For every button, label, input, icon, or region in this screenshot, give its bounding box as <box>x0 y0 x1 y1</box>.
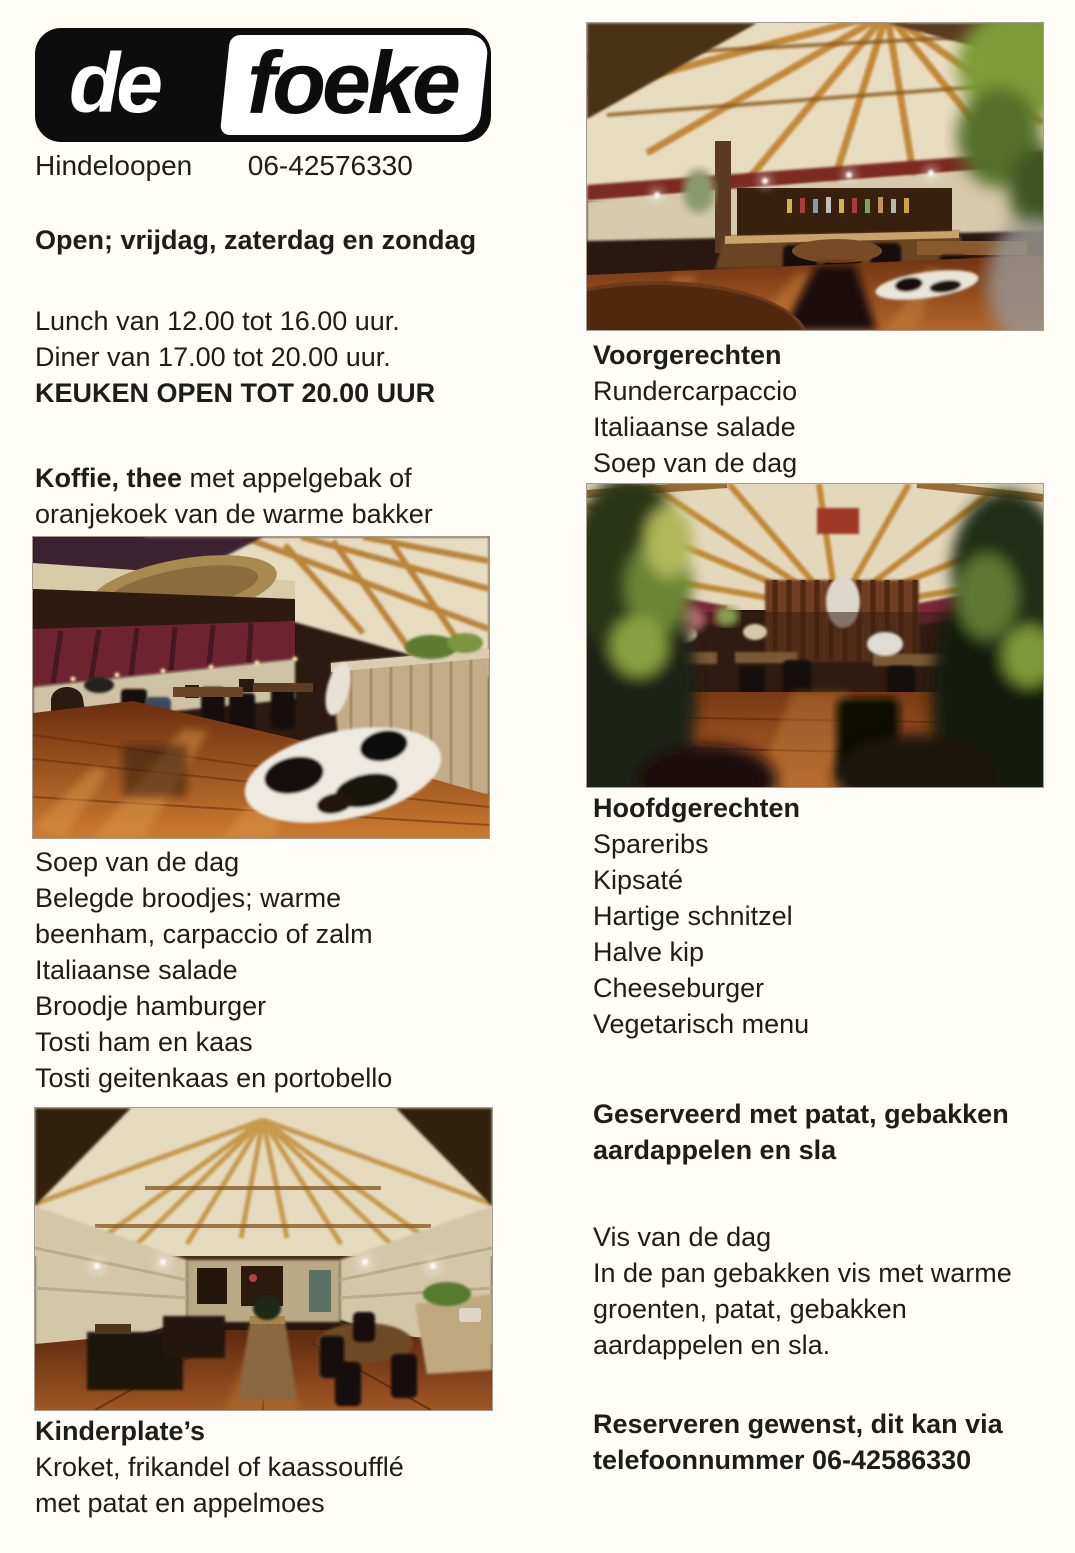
fish-line1: In de pan gebakken vis met warme <box>593 1258 1012 1288</box>
serving-note <box>593 1096 1009 1168</box>
photo-restaurant-overview <box>35 1108 492 1410</box>
lunch-item: Tosti geitenkaas en portobello <box>35 1063 393 1093</box>
voorgerechten-item: Italiaanse salade <box>593 412 796 442</box>
hoofdgerechten-item: Vegetarisch menu <box>593 1009 810 1039</box>
lunch-item: Tosti ham en kaas <box>35 1027 253 1057</box>
fish-heading: Vis van de dag <box>593 1222 772 1252</box>
koffie-rest: met appelgebak of <box>182 463 412 493</box>
reservation-note <box>593 1406 1003 1478</box>
koffie-block <box>35 460 433 532</box>
photo-restaurant-bar <box>587 23 1043 330</box>
hoofdgerechten-heading: Hoofdgerechten <box>593 793 801 823</box>
voorgerechten-item: Soep van de dag <box>593 448 798 478</box>
opening-hours-block <box>35 303 435 411</box>
koffie-lead: Koffie, thee <box>35 463 183 493</box>
photo-restaurant-floor-cowhide <box>33 537 489 838</box>
hoofdgerechten-item: Kipsaté <box>593 865 684 895</box>
kinderplates-heading: Kinderplate’s <box>35 1416 206 1446</box>
hoofdgerechten-block <box>593 790 809 1042</box>
phone-number: 06-42576330 <box>247 150 413 181</box>
serving-note-line2: aardappelen en sla <box>593 1135 837 1165</box>
fish-line2: groenten, patat, gebakken <box>593 1294 907 1324</box>
hoofdgerechten-item: Hartige schnitzel <box>593 901 793 931</box>
serving-note-line1: Geserveerd met patat, gebakken <box>593 1099 1009 1129</box>
lunch-item: Broodje hamburger <box>35 991 267 1021</box>
voorgerechten-heading: Voorgerechten <box>593 340 782 370</box>
fish-line3: aardappelen en sla. <box>593 1330 831 1360</box>
kinderplates-block <box>35 1413 404 1521</box>
photo-restaurant-tables-plants <box>587 484 1043 787</box>
voorgerechten-item: Rundercarpaccio <box>593 376 798 406</box>
reservation-line1: Reserveren gewenst, dit kan via <box>593 1409 1003 1439</box>
hoofdgerechten-item: Cheeseburger <box>593 973 765 1003</box>
lunch-hours: Lunch van 12.00 tot 16.00 uur. <box>35 306 400 336</box>
fish-block <box>593 1219 1012 1363</box>
diner-hours: Diner van 17.00 tot 20.00 uur. <box>35 342 391 372</box>
lunch-item: Belegde broodjes; warme <box>35 883 342 913</box>
kitchen-note: KEUKEN OPEN TOT 20.00 UUR <box>35 378 436 408</box>
logo-text-foeke: foeke <box>247 33 457 132</box>
reservation-line2: telefoonnummer 06-42586330 <box>593 1445 972 1475</box>
location-text: Hindeloopen <box>35 150 193 181</box>
kinderplates-line1: Kroket, frikandel of kaassoufflé <box>35 1452 404 1482</box>
voorgerechten-block <box>593 337 797 481</box>
hoofdgerechten-item: Halve kip <box>593 937 705 967</box>
lunch-item: beenham, carpaccio of zalm <box>35 919 373 949</box>
lunch-item: Soep van de dag <box>35 847 240 877</box>
hoofdgerechten-item: Spareribs <box>593 829 709 859</box>
kinderplates-line2: met patat en appelmoes <box>35 1488 325 1518</box>
de-foeke-logo <box>35 28 491 142</box>
koffie-line2: oranjekoek van de warme bakker <box>35 499 433 529</box>
opening-days-heading: Open; vrijdag, zaterdag en zondag <box>35 225 477 255</box>
lunch-menu-list <box>35 844 392 1096</box>
logo-text-de: de <box>69 36 160 130</box>
lunch-item: Italiaanse salade <box>35 955 238 985</box>
contact-line <box>35 148 413 184</box>
